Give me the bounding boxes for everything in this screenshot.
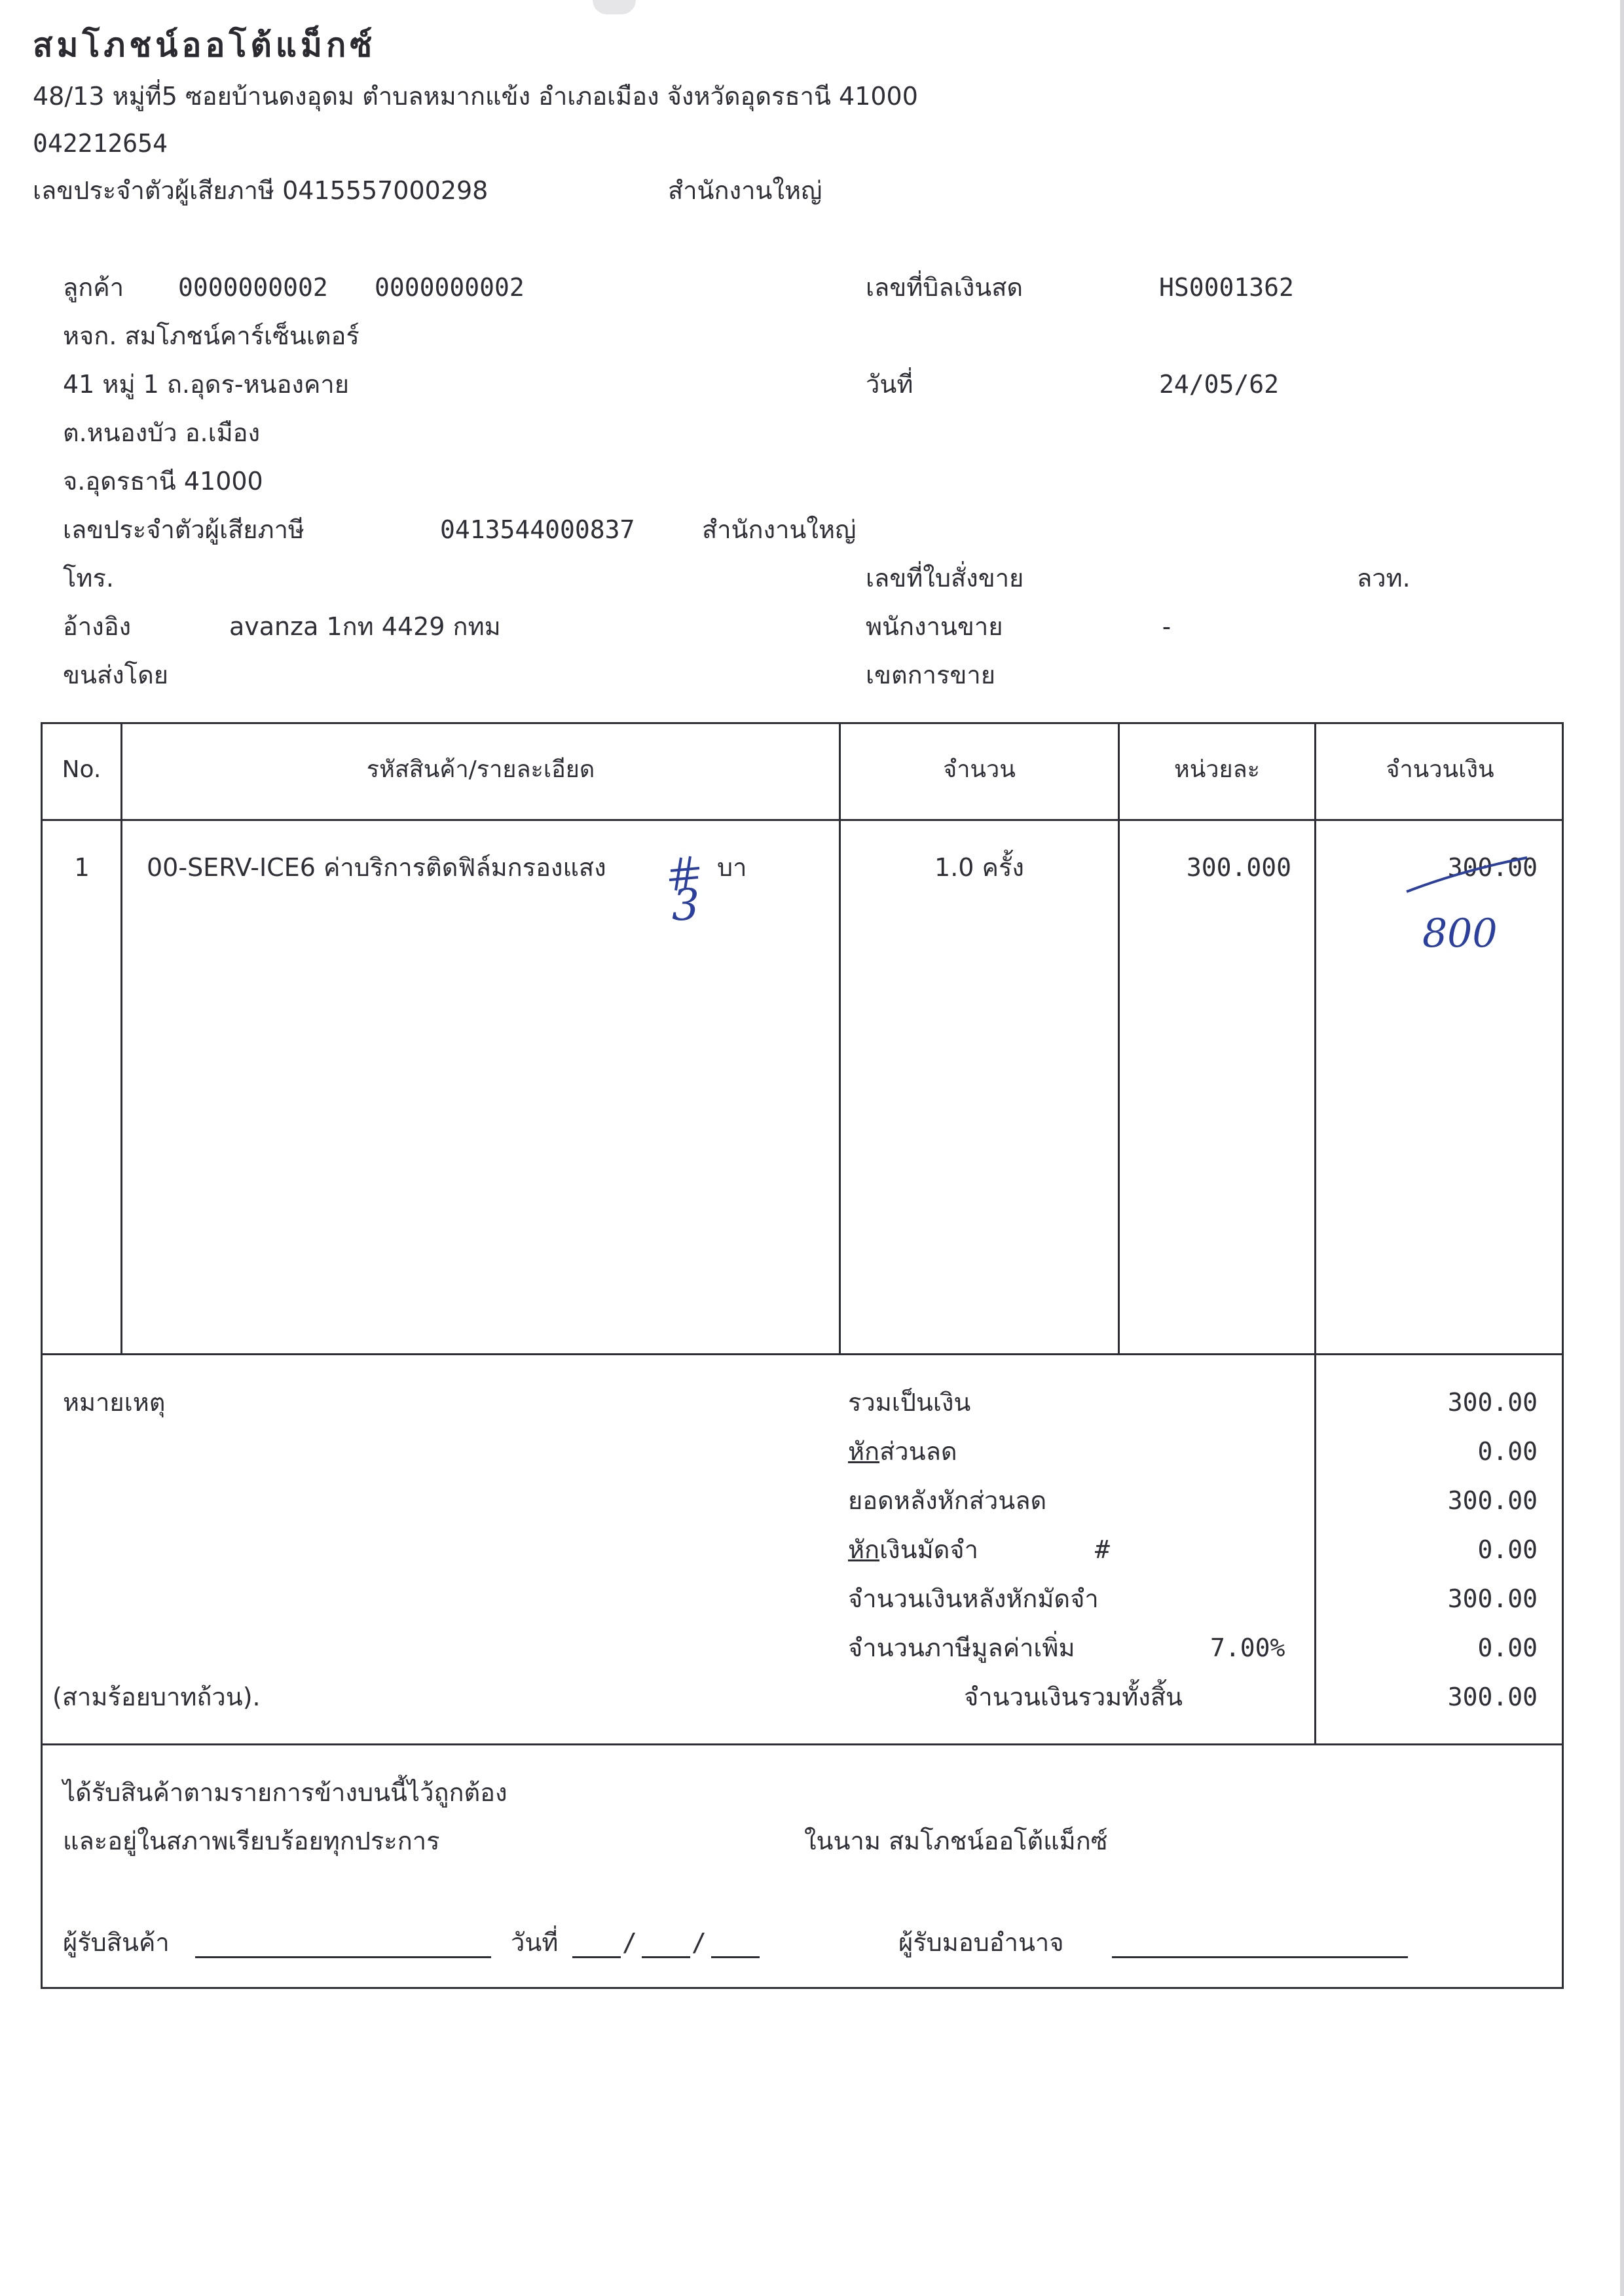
header-item: รหัสสินค้า/รายละเอียด xyxy=(366,756,595,783)
header-unit-price: หน่วยละ xyxy=(1173,756,1261,783)
remark-label: หมายเหตุ xyxy=(63,1388,166,1417)
customer-branch: สำนักงานใหญ่ xyxy=(702,515,857,544)
customer-code-2: 0000000002 xyxy=(375,273,525,302)
customer-phone-label: โทร. xyxy=(63,564,114,592)
summary-deposit-mark: # xyxy=(1095,1535,1110,1564)
receiver-signature-line xyxy=(195,1937,491,1962)
col-divider-qty xyxy=(1118,722,1120,1355)
received-line-1: ได้รับสินค้าตามรายการข้างบนนี้ไว้ถูกต้อง xyxy=(63,1778,507,1807)
row-qty: 1.0 ครั้ง xyxy=(934,853,1024,882)
summary-label-deposit-text: เงินมัดจำ xyxy=(879,1535,978,1564)
customer-shipping-label: ขนส่งโดย xyxy=(63,661,169,689)
seller-branch: สำนักงานใหญ่ xyxy=(668,176,822,205)
summary-value-after-deposit: 300.00 xyxy=(1447,1584,1538,1613)
summary-value-vat: 0.00 xyxy=(1477,1633,1538,1662)
row-unit-price: 300.000 xyxy=(1186,853,1291,882)
salesperson: - xyxy=(1159,612,1174,641)
row-no: 1 xyxy=(74,853,89,882)
customer-address-1: 41 หมู่ 1 ถ.อุดร-หนองคาย xyxy=(63,370,349,399)
table-body-divider xyxy=(41,1353,1564,1355)
summary-vat-rate: 7.00% xyxy=(1210,1633,1285,1662)
row-item-tail: บา xyxy=(717,853,747,882)
customer-address-3: จ.อุดรธานี 41000 xyxy=(63,467,263,496)
seller-address: 48/13 หมู่ที่5 ซอยบ้านดงอุดม ตำบลหมากแข้ง อำเภอเมือง จังหวัดอุดรธานี 41000 xyxy=(33,82,918,111)
receive-date-separator-2: / xyxy=(692,1928,707,1957)
customer-code: 0000000002 xyxy=(178,273,328,302)
authorized-signature-line xyxy=(1112,1937,1408,1962)
salesperson-label: พนักงานขาย xyxy=(866,612,1003,641)
customer-reference-label: อ้างอิง xyxy=(63,612,132,641)
seller-tax-id-label: เลขประจำตัวผู้เสียภาษี xyxy=(33,176,274,205)
receive-date-label: วันที่ xyxy=(511,1928,559,1957)
col-divider-item xyxy=(839,722,841,1355)
on-behalf-of: ในนาม สมโภชน์ออโต้แม็กซ์ xyxy=(804,1827,1108,1855)
receive-date-blank-day xyxy=(572,1937,621,1962)
amount-in-words: (สามร้อยบาทถ้วน). xyxy=(52,1683,261,1711)
summary-value-deposit: 0.00 xyxy=(1477,1535,1538,1564)
customer-address-2: ต.หนองบัว อ.เมือง xyxy=(63,418,261,447)
seller-tax-id-row xyxy=(33,178,488,203)
seller-name: สมโภชน์ออโต้แม็กซ์ xyxy=(33,26,377,64)
customer-reference: avanza 1กท 4429 กทม xyxy=(229,612,501,641)
summary-value-grand-total: 300.00 xyxy=(1447,1683,1538,1711)
summary-label-deposit xyxy=(848,1537,978,1562)
receive-date-separator-1: / xyxy=(622,1928,637,1957)
table-header-divider xyxy=(41,819,1564,821)
amount-strike-line xyxy=(1401,852,1532,898)
handwritten-item-mark: 3 xyxy=(672,880,699,930)
summary-value-discount: 0.00 xyxy=(1477,1437,1538,1466)
summary-value-after-discount: 300.00 xyxy=(1447,1486,1538,1515)
scan-edge xyxy=(1620,0,1624,2296)
receive-date-blank-month xyxy=(642,1937,690,1962)
summary-divider xyxy=(41,1743,1564,1745)
summary-label-discount xyxy=(848,1439,957,1464)
sales-order-extra: ลวท. xyxy=(1357,564,1411,592)
summary-label-grand-total: จำนวนเงินรวมทั้งสิ้น xyxy=(964,1683,1183,1711)
seller-phone: 042212654 xyxy=(33,129,168,158)
summary-label-subtotal: รวมเป็นเงิน xyxy=(848,1388,971,1417)
customer-label: ลูกค้า xyxy=(63,273,124,302)
seller-tax-id: 0415557000298 xyxy=(282,176,489,205)
col-divider-no xyxy=(120,722,122,1355)
header-amount: จำนวนเงิน xyxy=(1386,756,1494,783)
received-line-2: และอยู่ในสภาพเรียบร้อยทุกประการ xyxy=(63,1827,440,1855)
summary-value-subtotal: 300.00 xyxy=(1447,1388,1538,1417)
summary-label-after-deposit: จำนวนเงินหลังหักมัดจำ xyxy=(848,1584,1099,1613)
summary-label-discount-text: ส่วนลด xyxy=(879,1437,957,1466)
sales-area-label: เขตการขาย xyxy=(866,661,995,689)
invoice-date-label: วันที่ xyxy=(866,370,913,399)
header-qty: จำนวน xyxy=(943,756,1016,783)
invoice-date: 24/05/62 xyxy=(1159,370,1280,399)
customer-name: หจก. สมโภชน์คาร์เซ็นเตอร์ xyxy=(63,321,360,350)
invoice-number-label: เลขที่บิลเงินสด xyxy=(866,273,1024,302)
row-item: 00-SERV-ICE6 ค่าบริการติดฟิล์มกรองแสง xyxy=(147,853,606,882)
sales-order-label: เลขที่ใบสั่งขาย xyxy=(866,564,1024,592)
customer-tax-id: 0413544000837 xyxy=(440,515,635,544)
scan-punch-mark xyxy=(593,0,636,14)
invoice-number: HS0001362 xyxy=(1159,273,1294,302)
summary-label-vat: จำนวนภาษีมูลค่าเพิ่ม xyxy=(848,1633,1075,1662)
receiver-label: ผู้รับสินค้า xyxy=(63,1928,170,1957)
handwritten-amount-correction: 800 xyxy=(1422,911,1498,957)
authorized-label: ผู้รับมอบอำนาจ xyxy=(898,1928,1064,1957)
row-amount: 300.00 xyxy=(1447,853,1538,882)
summary-label-deposit-prefix: หัก xyxy=(848,1535,880,1564)
summary-label-after-discount: ยอดหลังหักส่วนลด xyxy=(848,1486,1047,1515)
header-no: No. xyxy=(62,756,101,783)
customer-tax-id-label: เลขประจำตัวผู้เสียภาษี xyxy=(63,515,304,544)
summary-label-discount-prefix: หัก xyxy=(848,1437,880,1466)
receive-date-blank-year xyxy=(711,1937,760,1962)
